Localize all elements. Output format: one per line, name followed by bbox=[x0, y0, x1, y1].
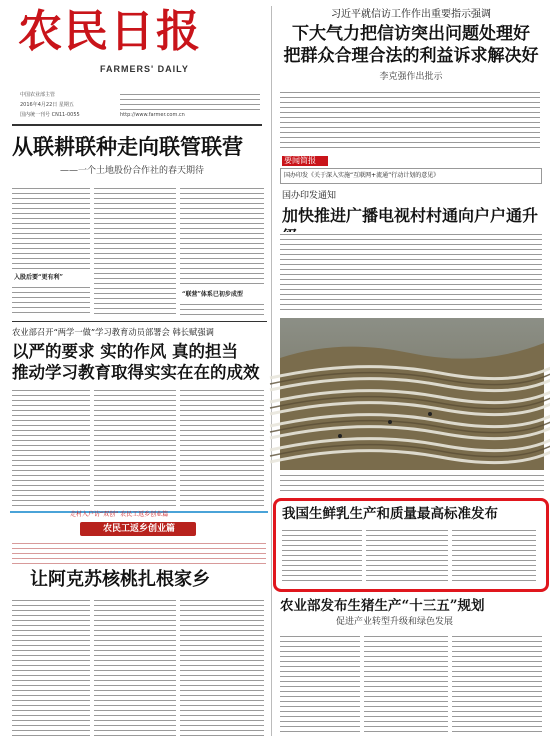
highlighted-body-col-1 bbox=[282, 528, 362, 582]
mid-left-body-col-3 bbox=[180, 388, 264, 506]
masthead-title: 农民日报 bbox=[18, 6, 202, 57]
masthead-info-2: 2016年4月22日 星期五 bbox=[20, 102, 74, 108]
highlighted-body-col-2 bbox=[366, 528, 448, 582]
left-lead-subhead-2: “联营”体系已初步成型 bbox=[182, 291, 243, 298]
mid-left-body-col-2 bbox=[94, 388, 176, 506]
masthead-info-block bbox=[120, 92, 260, 110]
mid-left-kicker: 农业部召开“两学一做”学习教育动员部署会 韩长赋强调 bbox=[12, 327, 214, 337]
top-right-kicker: 习近平就信访工作作出重要指示强调 bbox=[331, 9, 491, 20]
masthead-rule bbox=[12, 124, 262, 126]
bottom-right-sub: 促进产业转型升级和绿色发展 bbox=[336, 617, 454, 627]
top-right-sub: 李克强作出批示 bbox=[379, 72, 443, 82]
masthead-info-3: 国内统一刊号 CN11-0055 bbox=[20, 112, 80, 118]
news-brief-item: 国办印发《关于深入实施“互联网+流通”行动计划的意见》 bbox=[284, 172, 440, 179]
top-right-body bbox=[280, 90, 540, 152]
news-photo bbox=[280, 318, 544, 470]
mid-left-body-col-1 bbox=[12, 388, 90, 506]
mid-left-headline-2: 推动学习教育取得实实在在的成效 bbox=[12, 363, 260, 382]
photo-caption bbox=[280, 473, 544, 491]
left-lead-body-col-3b bbox=[180, 302, 264, 317]
top-right-headline-2: 把群众合理合法的利益诉求解决好 bbox=[283, 46, 539, 66]
mid-left-headline-1: 以严的要求 实的作风 真的担当 bbox=[12, 342, 238, 361]
left-lead-sub: ——一个土地股份合作社的春天期待 bbox=[60, 166, 205, 176]
bottom-right-headline: 农业部发布生猪生产“十三五”规划 bbox=[280, 598, 485, 614]
banner-small: 走村入户访“双创” 农民工返乡创业篇 bbox=[70, 511, 169, 518]
top-right-headline-1: 下大气力把信访突出问题处理好 bbox=[292, 24, 530, 44]
highlighted-headline: 我国生鲜乳生产和质量最高标准发布 bbox=[282, 506, 498, 522]
highlighted-body-col-3 bbox=[452, 528, 536, 582]
banner-intro bbox=[12, 541, 266, 565]
state-council-headline: 加快推进广播电视村村通向户户通升 bbox=[282, 206, 539, 225]
left-lead-headline: 从联耕联种走向联管联营 bbox=[12, 134, 243, 159]
masthead-english: FARMERS' DAILY bbox=[100, 64, 189, 74]
left-lead-body-col-2 bbox=[94, 186, 176, 317]
state-council-body bbox=[280, 232, 542, 312]
bottom-left-body-col-2 bbox=[94, 598, 176, 736]
masthead-info-1: 中国农业部主管 bbox=[20, 92, 56, 98]
banner-label: 农民工返乡创业篇 bbox=[102, 524, 175, 534]
bottom-right-body-col-1 bbox=[280, 634, 360, 736]
bottom-left-body-col-3 bbox=[180, 598, 264, 736]
left-lead-subhead-1: 入股后要“更有利” bbox=[14, 274, 63, 281]
left-lead-body-col-3 bbox=[180, 186, 264, 286]
bottom-right-body-col-3 bbox=[452, 634, 542, 736]
bottom-right-body-col-2 bbox=[364, 634, 448, 736]
left-rule-1 bbox=[12, 321, 267, 322]
state-council-kicker: 国办印发通知 bbox=[282, 191, 337, 201]
bottom-left-headline: 让阿克苏核桃扎根家乡 bbox=[30, 569, 210, 590]
news-brief-label: 要闻简报 bbox=[284, 156, 316, 165]
left-lead-body-col-1 bbox=[12, 186, 90, 271]
masthead-info-4: http://www.farmer.com.cn bbox=[120, 112, 185, 118]
bottom-left-body-col-1 bbox=[12, 598, 90, 736]
column-divider-main bbox=[271, 6, 272, 736]
left-lead-body-col-1b bbox=[12, 285, 90, 317]
